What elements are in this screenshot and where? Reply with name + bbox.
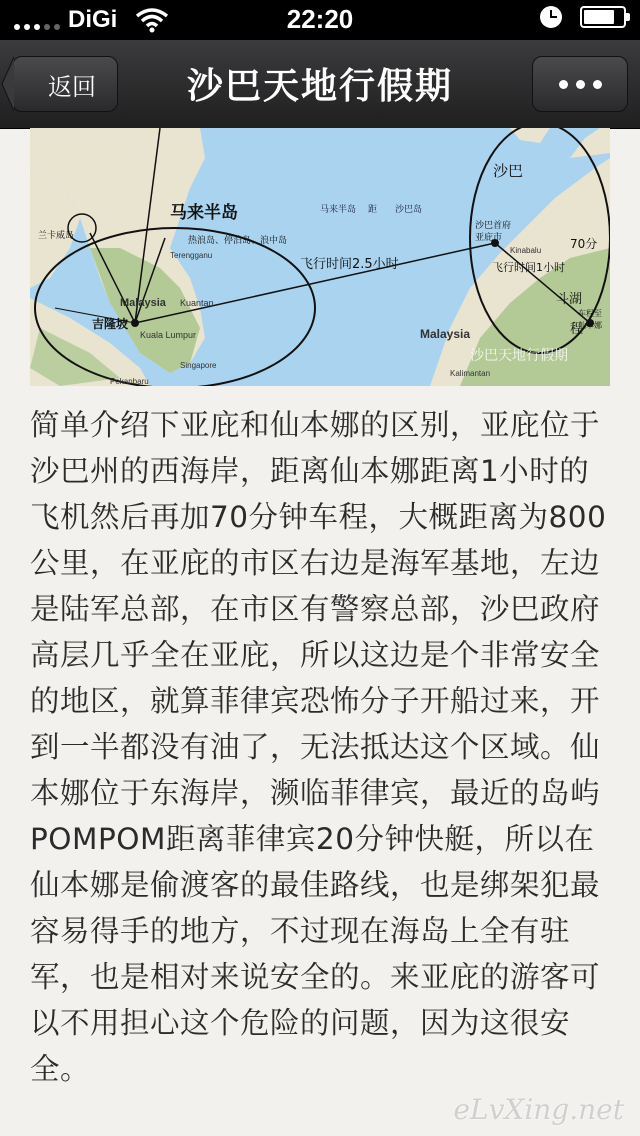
map-label-terengganu: Terengganu <box>170 251 213 260</box>
more-dot-icon <box>576 80 585 89</box>
map-label-kuantan: Kuantan <box>180 298 214 308</box>
map-label-pekanbaru: Pekanbaru <box>110 377 149 386</box>
map-label-islands: 热浪岛、停泊岛、浪中岛 <box>188 236 288 246</box>
map-label-sea1: 马来半岛 <box>320 205 357 215</box>
article-body: 简单介绍下亚庇和仙本娜的区别，亚庇位于沙巴州的西海岸，距离仙本娜距离1小时的飞机然后再加70分钟车程，大概距离为800公里，在亚庇的市区右边是海军基地，左边是陆军总部，在市区有警察总部，沙巴政府高层几乎全在亚庇，所以这边是个非常安全的地区，就算菲律宾恐怖分子开船过来，开到一半都没有油了，无法抵达这个区域。仙本娜位于东海岸，濒临菲律宾，最近的岛屿POMPOM距离菲律宾20分钟快艇，所以在仙本娜是偷渡客的最佳路线，也是绑架犯最容易得手的地方，不过现在海岛上全有驻军，也是相对来说安全的。来亚庇的游客可以不用担心这个危险的问题，因为这很安全。 <box>30 408 607 1086</box>
map-label-sabah: 沙巴 <box>493 162 524 180</box>
map-label-sempurna2: 仙本娜 <box>578 321 602 330</box>
map-label-sabah-capital: 沙巴首府 <box>475 221 512 231</box>
more-options-button[interactable] <box>532 56 628 112</box>
back-arrow-icon <box>1 56 15 112</box>
map-label-kuala-lumpur: Kuala Lumpur <box>140 330 197 340</box>
map-label-lankawi: 兰卡威岛 <box>38 231 75 241</box>
battery-icon <box>580 6 626 28</box>
map-wechat-watermark: 沙巴天地行假期 <box>470 348 568 364</box>
map-svg <box>30 128 610 386</box>
more-dot-icon <box>593 80 602 89</box>
status-bar <box>0 0 640 40</box>
back-button-label: 返回 <box>48 72 96 101</box>
alarm-clock-icon <box>540 6 562 28</box>
map-image <box>30 128 610 386</box>
map-label-kinabalu: Kinabalu <box>510 246 542 255</box>
map-label-singapore: Singapore <box>180 361 217 370</box>
map-label-flight1: 飞行时间2.5小时 <box>300 257 399 272</box>
map-label-drive-word: 斗湖 <box>556 292 583 307</box>
map-label-kl: 吉隆坡 <box>92 317 129 331</box>
site-watermark: eLvXing.net <box>453 1093 624 1126</box>
map-label-malaysia-left: Malaysia <box>120 297 166 309</box>
map-label-flight2: 飞行时间1小时 <box>492 261 565 274</box>
map-label-drive-cheng: 程 <box>570 322 584 337</box>
map-label-peninsula: 马来半岛 <box>170 203 238 223</box>
status-time: 22:20 <box>286 4 354 34</box>
carrier-name: DiGi <box>68 6 118 33</box>
page-title: 沙巴天地行假期 <box>186 66 453 107</box>
back-button[interactable] <box>12 56 118 112</box>
map-label-malaysia-right: Malaysia <box>420 327 471 341</box>
map-label-mid: 距 <box>368 205 378 215</box>
map-label-kalimantan: Kalimantan <box>450 369 491 378</box>
status-right <box>540 6 626 28</box>
more-dot-icon <box>559 80 568 89</box>
map-label-sea2: 沙巴岛 <box>395 205 423 215</box>
map-label-drive-time: 70分 <box>570 237 598 251</box>
navigation-bar <box>0 40 640 129</box>
map-label-kotakinabalu: 亚庇市 <box>475 233 503 243</box>
map-label-sempurna: 车程至 <box>578 309 602 318</box>
